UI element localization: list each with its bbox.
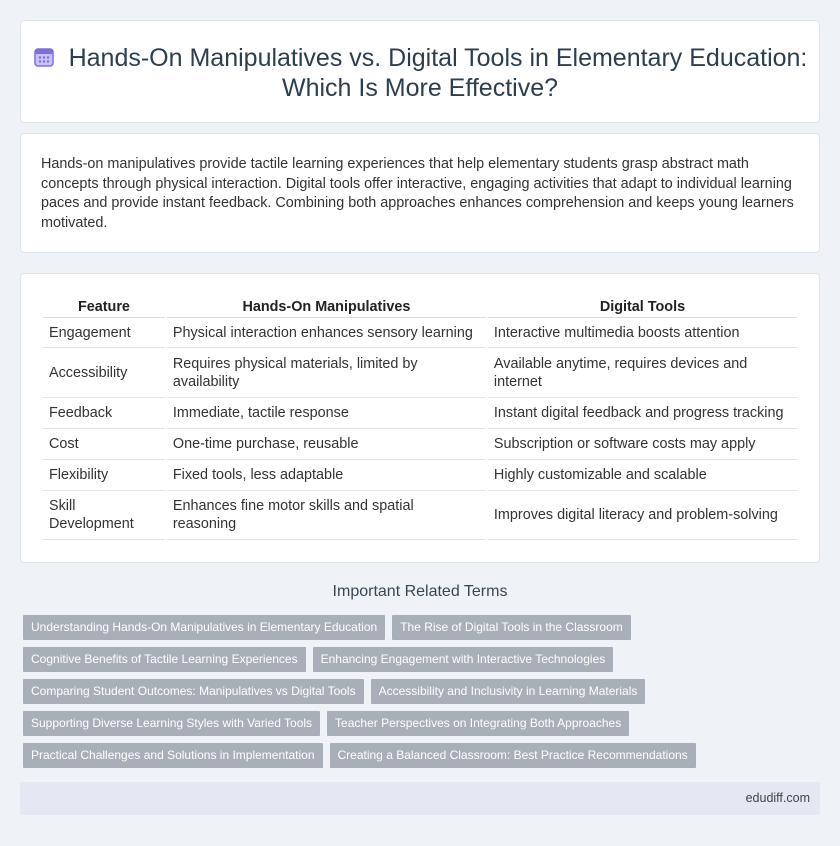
header-feature: Feature <box>43 296 165 318</box>
cell-digital: Available anytime, requires devices and internet <box>488 348 797 398</box>
table-row <box>43 460 797 491</box>
cell-digital: Subscription or software costs may apply <box>488 429 797 460</box>
tag-row <box>23 711 823 736</box>
cell-digital: Improves digital literacy and problem-solving <box>488 491 797 540</box>
cell-manipulatives: Fixed tools, less adaptable <box>167 460 486 491</box>
comparison-table <box>41 296 799 540</box>
title-line-1: Hands-On Manipulatives vs. Digital Tools in Elementary Education: <box>68 44 808 72</box>
table-row <box>43 398 797 429</box>
cell-manipulatives: Physical interaction enhances sensory learning <box>167 318 486 348</box>
tag-row <box>23 743 823 768</box>
title-card <box>20 20 820 123</box>
related-term-tag[interactable]: Comparing Student Outcomes: Manipulatives vs Digital Tools <box>23 679 364 704</box>
related-terms-list <box>23 615 823 775</box>
cell-manipulatives: Requires physical materials, limited by availability <box>167 348 486 398</box>
cell-manipulatives: One-time purchase, reusable <box>167 429 486 460</box>
page-title <box>21 43 819 103</box>
cell-feature: Flexibility <box>43 460 165 491</box>
comparison-card <box>20 273 820 563</box>
header-manipulatives: Hands-On Manipulatives <box>167 296 486 318</box>
cell-digital: Highly customizable and scalable <box>488 460 797 491</box>
related-term-tag[interactable]: Accessibility and Inclusivity in Learning Materials <box>371 679 646 704</box>
cell-feature: Engagement <box>43 318 165 348</box>
related-term-tag[interactable]: The Rise of Digital Tools in the Classroom <box>392 615 631 640</box>
related-term-tag[interactable]: Understanding Hands-On Manipulatives in Elementary Education <box>23 615 385 640</box>
cell-feature: Accessibility <box>43 348 165 398</box>
related-term-tag[interactable]: Practical Challenges and Solutions in Implementation <box>23 743 323 768</box>
tag-row <box>23 615 823 640</box>
related-term-tag[interactable]: Cognitive Benefits of Tactile Learning Experiences <box>23 647 306 672</box>
calendar-icon <box>33 45 55 67</box>
cell-feature: Feedback <box>43 398 165 429</box>
related-term-tag[interactable]: Supporting Diverse Learning Styles with Varied Tools <box>23 711 320 736</box>
table-header-row <box>43 296 797 318</box>
title-line-2: Which Is More Effective? <box>281 74 559 102</box>
related-term-tag[interactable]: Creating a Balanced Classroom: Best Practice Recommendations <box>330 743 696 768</box>
table-row <box>43 348 797 398</box>
table-row <box>43 491 797 540</box>
cell-manipulatives: Immediate, tactile response <box>167 398 486 429</box>
footer <box>20 782 820 815</box>
related-term-tag[interactable]: Teacher Perspectives on Integrating Both Approaches <box>327 711 629 736</box>
tag-row <box>23 647 823 672</box>
related-term-tag[interactable]: Enhancing Engagement with Interactive Technologies <box>313 647 614 672</box>
intro-paragraph: Hands-on manipulatives provide tactile learning experiences that help elementary students grasp abstract math concepts through physical interaction. Digital tools offer interactive, engaging activities that adapt to individual learning paces and provide instant feedback. Combining both approaches enhances comprehension and keeps young learners motivated. <box>41 156 794 231</box>
cell-manipulatives: Enhances fine motor skills and spatial reasoning <box>167 491 486 540</box>
site-name[interactable]: edudiff.com <box>745 791 810 805</box>
cell-feature: Skill Development <box>43 491 165 540</box>
header-digital: Digital Tools <box>488 296 797 318</box>
intro-card <box>20 133 820 253</box>
cell-feature: Cost <box>43 429 165 460</box>
tag-row <box>23 679 823 704</box>
cell-digital: Interactive multimedia boosts attention <box>488 318 797 348</box>
table-row <box>43 429 797 460</box>
related-terms-heading: Important Related Terms <box>332 583 508 600</box>
table-row <box>43 318 797 348</box>
cell-digital: Instant digital feedback and progress tracking <box>488 398 797 429</box>
